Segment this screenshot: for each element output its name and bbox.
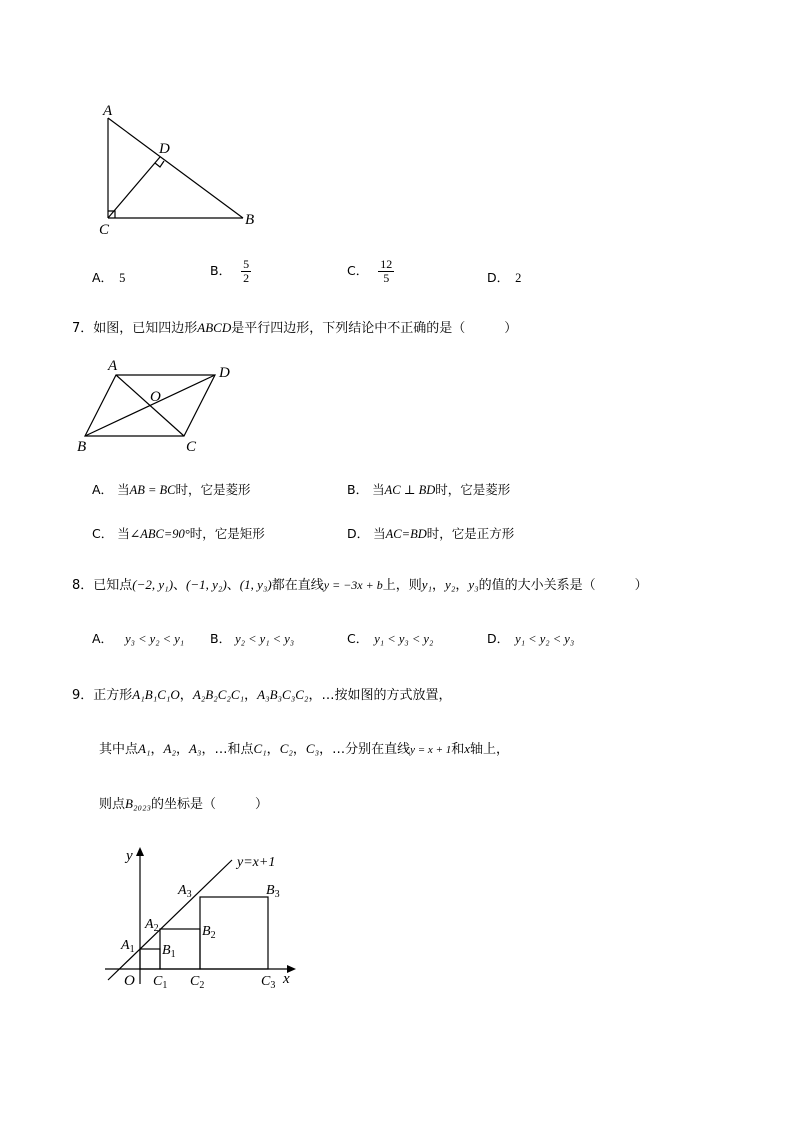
option-math: y₁ < y₂ < y₃ [515, 632, 575, 646]
question-number: 9． [72, 688, 94, 703]
q9-stem-line1 [72, 684, 451, 703]
line-y-eq-x-plus-1 [108, 860, 232, 980]
stem-math: (−1, y₂) [186, 577, 227, 592]
option-letter: D． [487, 270, 510, 285]
label-a: A [103, 103, 113, 119]
q8-option-b[interactable] [210, 629, 294, 647]
option-letter: A． [92, 270, 114, 285]
option-letter: C． [347, 631, 369, 646]
option-letter: B． [347, 482, 369, 497]
stem-text: ，…分别在直线 [319, 742, 411, 757]
stem-math: A₃B₃C₃C₂ [257, 687, 309, 702]
stem-text: 其中点 [99, 742, 139, 757]
option-value: 5 [119, 271, 126, 285]
q7-option-d[interactable] [347, 524, 514, 542]
option-text: 当 [372, 482, 385, 497]
q9-stem-line3 [99, 793, 268, 812]
stem-math: C₃ [305, 741, 320, 756]
stem-math: A₃ [188, 741, 202, 756]
option-math: ∠ABC=90° [129, 527, 190, 541]
fraction [378, 258, 394, 285]
numerator: 5 [243, 257, 250, 271]
label-c3: $C_3$ [261, 974, 276, 991]
stem-text: 是平行四边形，下列结论中不正确的是（ ） [231, 321, 518, 336]
label-c: C [186, 439, 197, 455]
stem-text: ， [432, 578, 446, 593]
numerator: 12 [380, 257, 393, 271]
subscript: 3 [186, 889, 192, 900]
stem-math: (−2, y₁) [132, 577, 174, 592]
subscript: 1 [162, 980, 168, 991]
q6-option-a[interactable] [92, 268, 125, 286]
option-math: y₂ < y₁ < y₃ [235, 632, 295, 646]
option-text: 当 [117, 526, 130, 541]
stem-text: 都在直线 [271, 578, 324, 593]
side-ab [108, 118, 243, 218]
stem-math: A₂ [163, 741, 176, 756]
q8-option-c[interactable] [347, 629, 433, 647]
stem-math: C₂ [279, 741, 293, 756]
label-line: y=x+1 [237, 855, 276, 870]
label-a2: $A_2$ [145, 917, 159, 934]
label-origin: O [124, 973, 135, 989]
y-axis-arrow [136, 847, 144, 856]
label-a: A [108, 358, 118, 374]
denominator: 5 [383, 271, 390, 285]
q6-option-b[interactable] [210, 258, 251, 285]
option-text: 时，它是矩形 [189, 526, 265, 541]
label-b3: $B_3$ [266, 883, 280, 900]
diagonal-bd [85, 375, 215, 436]
label-c1: $C_1$ [153, 974, 168, 991]
subscript: 3 [270, 980, 276, 991]
q7-option-b[interactable] [347, 480, 510, 498]
option-letter: C． [92, 526, 114, 541]
stem-text: 上，则 [382, 578, 422, 593]
stem-math: A₁ [138, 741, 151, 756]
label-d: D [219, 365, 230, 381]
label-b: B [245, 212, 255, 228]
label-o: O [150, 389, 161, 405]
altitude-cd [108, 157, 160, 218]
label-b2: $B_2$ [202, 924, 216, 941]
square-1 [140, 949, 160, 969]
stem-text: ，…按如图的方式放置， [308, 688, 452, 703]
option-letter: D． [347, 526, 370, 541]
option-text: 当 [117, 482, 130, 497]
option-text: 时，它是菱形 [435, 482, 511, 497]
stem-text: ， [179, 688, 193, 703]
option-math: y₁ < y₃ < y₂ [374, 632, 434, 646]
stem-math: C₁ [253, 741, 267, 756]
option-letter: B． [210, 631, 232, 646]
stem-text: 、 [226, 578, 240, 593]
stem-text: ，…和点 [201, 742, 254, 757]
q9-squares-figure [100, 842, 305, 992]
stem-math: ABCD [197, 320, 232, 335]
stem-text: 正方形 [93, 688, 133, 703]
stem-math: y₃ [468, 577, 479, 592]
stem-math: A₁B₁C₁O [132, 687, 180, 702]
option-letter: A． [92, 482, 114, 497]
q6-triangle-figure [95, 98, 270, 238]
stem-text: 轴上， [470, 742, 510, 757]
subscript: 2 [199, 980, 205, 991]
q7-option-a[interactable] [92, 480, 251, 498]
label-d: D [159, 141, 170, 157]
subscript: 2 [210, 930, 216, 941]
stem-text: ， [175, 742, 189, 757]
stem-text: 的坐标是（ ） [151, 797, 269, 812]
label-x-axis: x [283, 971, 290, 987]
subscript: 1 [170, 949, 176, 960]
fraction [241, 258, 251, 285]
q8-stem [72, 574, 648, 593]
stem-text: 的值的大小关系是（ ） [478, 578, 648, 593]
stem-math: y = x + 1 [410, 744, 452, 756]
stem-math: y₂ [445, 577, 456, 592]
option-text: 当 [373, 526, 386, 541]
denominator: 2 [243, 271, 250, 285]
label-a1: $A_1$ [121, 938, 135, 955]
option-math: AC=BD [385, 527, 427, 541]
q6-option-d[interactable] [487, 268, 521, 286]
q8-option-d[interactable] [487, 629, 574, 647]
subscript: 2 [153, 923, 159, 934]
label-a3: $A_3$ [178, 883, 192, 900]
stem-text: 和 [451, 742, 465, 757]
q7-option-c[interactable] [92, 524, 265, 542]
label-y-axis: y [126, 848, 133, 864]
option-letter: C． [347, 263, 369, 278]
option-math: AC ⊥ BD [384, 483, 436, 497]
stem-text: 如图，已知四边形 [93, 321, 198, 336]
label-b: B [77, 439, 87, 455]
stem-text: ， [244, 688, 258, 703]
stem-math: B₂₀₂₃ [125, 796, 152, 811]
stem-math: (1, y₃) [239, 577, 272, 592]
q9-stem-line2 [99, 738, 509, 757]
stem-text: 、 [173, 578, 187, 593]
stem-math: x [464, 741, 471, 756]
stem-text: 已知点 [93, 578, 133, 593]
stem-text: ， [292, 742, 306, 757]
subscript: 1 [129, 944, 135, 955]
label-c: C [99, 222, 110, 238]
q8-option-a[interactable] [92, 629, 184, 647]
option-text: 时，它是正方形 [426, 526, 515, 541]
q7-stem [72, 317, 517, 336]
stem-math: y = −3x + b [323, 578, 383, 592]
label-c2: $C_2$ [190, 974, 205, 991]
stem-math: y₁ [421, 577, 433, 592]
stem-text: ， [266, 742, 280, 757]
option-text: 时，它是菱形 [175, 482, 251, 497]
option-letter: D． [487, 631, 510, 646]
q7-parallelogram-figure [72, 352, 247, 457]
option-letter: B． [210, 263, 232, 278]
question-number: 7． [72, 321, 94, 336]
q6-option-c[interactable] [347, 258, 394, 285]
option-letter: A． [92, 631, 114, 646]
stem-math: A₂B₂C₂C₁ [192, 687, 245, 702]
stem-text: ， [150, 742, 164, 757]
subscript: 3 [274, 889, 280, 900]
label-b1: $B_1$ [162, 943, 176, 960]
option-value: 2 [515, 271, 522, 285]
stem-text: 则点 [99, 797, 126, 812]
question-number: 8． [72, 578, 94, 593]
option-math: AB = BC [129, 483, 176, 497]
stem-text: ， [455, 578, 469, 593]
option-math: y₃ < y₂ < y₁ [125, 632, 185, 646]
